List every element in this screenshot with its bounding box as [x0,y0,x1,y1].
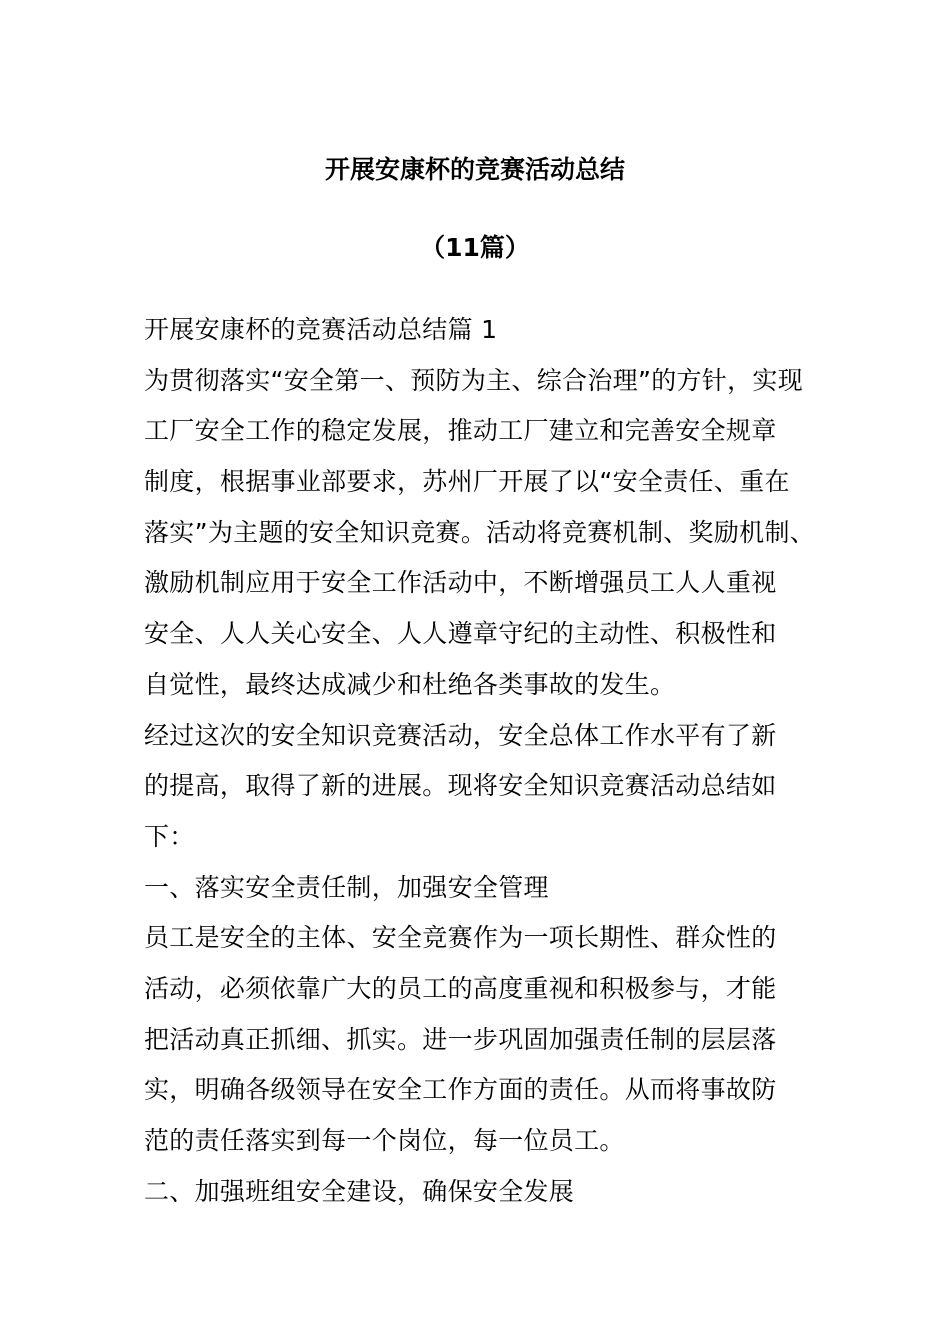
section-heading-1: 开展安康杯的竞赛活动总结篇 1 [144,315,498,344]
paragraph-line: 自觉性，最终达成减少和杜绝各类事故的发生。 [144,669,676,699]
paragraph-line: 员工是安全的主体、安全竞赛作为一项长期性、群众性的 [144,923,777,953]
paragraph-line: 范的责任落实到每一个岗位，每一位员工。 [144,1126,625,1155]
paragraph-line: 为贯彻落实“安全第一、预防为主、综合治理”的方针，实现 [144,365,804,395]
paragraph-line: 经过这次的安全知识竞赛活动，安全总体工作水平有了新 [144,720,777,750]
subheading-two: 二、加强班组安全建设，确保安全发展 [144,1176,575,1206]
paragraph-line: 工厂安全工作的稳定发展，推动工厂建立和完善安全规章 [144,416,777,446]
document-body [144,305,834,1217]
paragraph-line: 活动，必须依靠广大的员工的高度重视和积极参与，才能 [144,973,777,1003]
paragraph-line: 下： [144,821,195,851]
paragraph-line: 把活动真正抓细、抓实。进一步巩固加强责任制的层层落 [144,1024,777,1054]
subheading-one: 一、落实安全责任制，加强安全管理 [144,872,549,902]
paragraph-line: 的提高，取得了新的进展。现将安全知识竞赛活动总结如 [144,771,777,801]
paragraph-line: 落实”为主题的安全知识竞赛。活动将竞赛机制、奖励机制、 [144,517,816,547]
paragraph-line: 实，明确各级领导在安全工作方面的责任。从而将事故防 [144,1075,777,1105]
paragraph-line: 安全、人人关心安全、人人遵章守纪的主动性、积极性和 [144,619,777,649]
document-title: 开展安康杯的竞赛活动总结 [324,155,625,184]
paragraph-line: 激励机制应用于安全工作活动中，不断增强员工人人重视 [144,568,777,598]
paragraph-line: 制度，根据事业部要求，苏州厂开展了以“安全责任、重在 [144,467,790,497]
document-subtitle: （11篇） [420,233,530,262]
